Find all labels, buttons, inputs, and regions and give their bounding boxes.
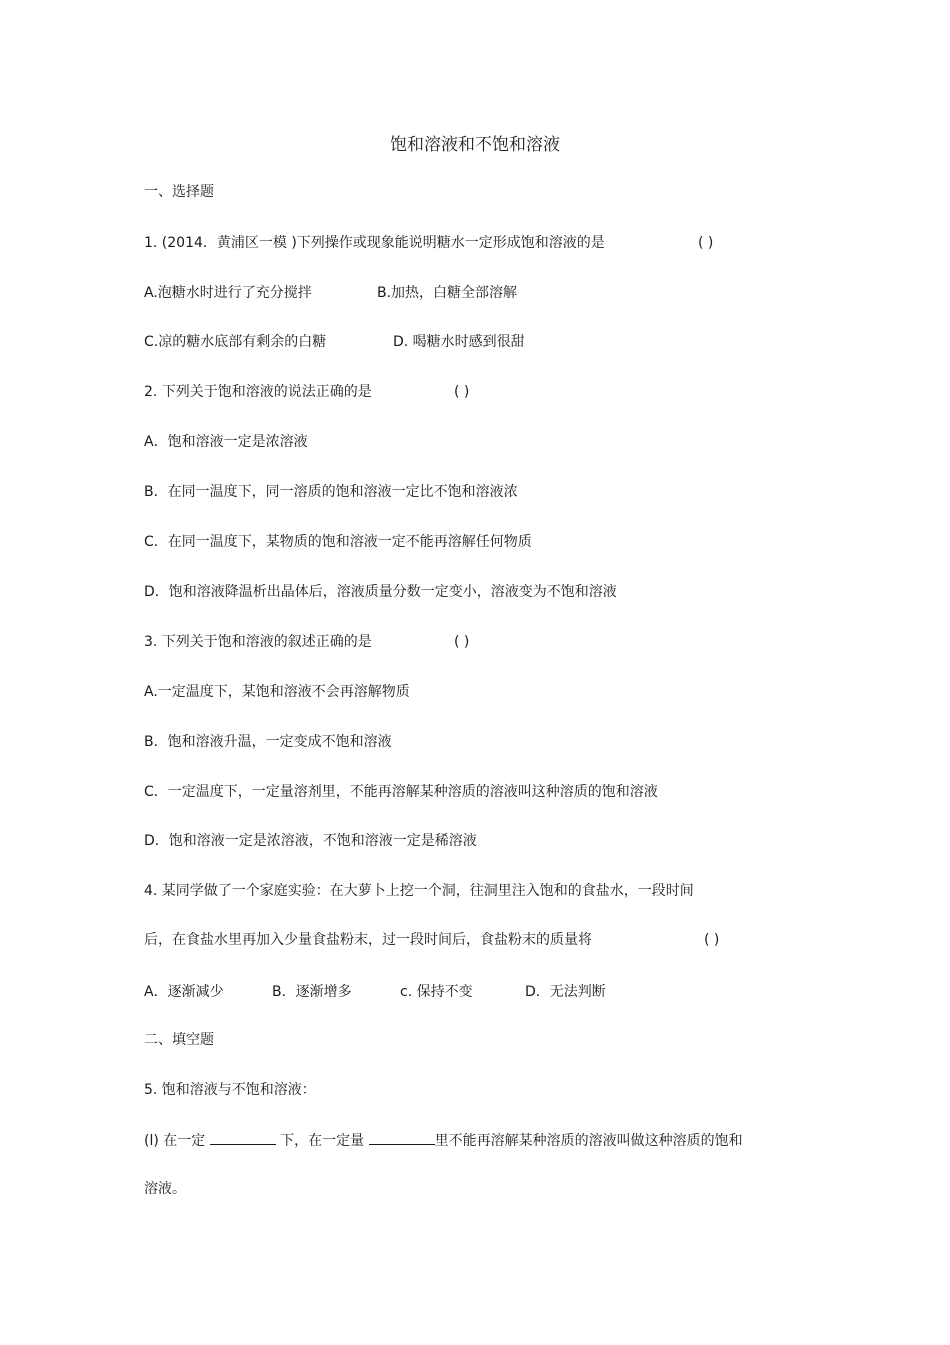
question-4-option-b: B．逐渐增多	[272, 984, 352, 1000]
question-5-part-1-text-b: 下，在一定量	[280, 1133, 369, 1149]
question-1-stem: 1. (2014．黄浦区一模 )下列操作或现象能说明糖水一定形成饱和溶液的是	[144, 235, 605, 251]
question-5-part-1-text-a: (l) 在一定	[144, 1133, 210, 1149]
fill-in-blank-solvent[interactable]	[369, 1130, 435, 1145]
page-title: 饱和溶液和不饱和溶液	[390, 135, 560, 155]
question-4-stem-line-2: 后，在食盐水里再加入少量食盐粉末，过一段时间后，食盐粉末的质量将	[144, 932, 592, 948]
section-heading-fill: 二、填空题	[144, 1032, 214, 1048]
question-1-answer-paren: ( )	[698, 235, 714, 251]
question-2-option-c: C．在同一温度下，某物质的饱和溶液一定不能再溶解任何物质	[144, 534, 532, 550]
question-4-answer-paren: ( )	[704, 932, 720, 948]
question-4-option-a: A．逐渐减少	[144, 984, 224, 1000]
question-1-option-a: A.泡糖水时进行了充分搅拌	[144, 285, 312, 301]
question-5-part-1-text-c: 里不能再溶解某种溶质的溶液叫做这种溶质的饱和	[434, 1133, 743, 1149]
question-1-option-b: B.加热，白糖全部溶解	[377, 285, 518, 301]
question-4-option-d: D．无法判断	[525, 984, 606, 1000]
question-3-stem: 3. 下列关于饱和溶液的叙述正确的是	[144, 634, 372, 650]
question-1-option-c: C.凉的糖水底部有剩余的白糖	[144, 334, 327, 350]
question-3-answer-paren: ( )	[454, 634, 470, 650]
question-3-option-d: D．饱和溶液一定是浓溶液，不饱和溶液一定是稀溶液	[144, 833, 477, 849]
question-4-option-c: c. 保持不变	[400, 984, 473, 1000]
question-1-option-d: D. 喝糖水时感到很甜	[393, 334, 525, 350]
question-2-option-a: A．饱和溶液一定是浓溶液	[144, 434, 308, 450]
fill-in-blank-temperature[interactable]	[210, 1130, 276, 1145]
question-2-answer-paren: ( )	[454, 384, 470, 400]
question-3-option-a: A.一定温度下，某饱和溶液不会再溶解物质	[144, 684, 410, 700]
section-heading-choice: 一、选择题	[144, 184, 214, 200]
question-3-option-c: C．一定温度下，一定量溶剂里，不能再溶解某种溶质的溶液叫这种溶质的饱和溶液	[144, 784, 658, 800]
question-2-option-b: B．在同一温度下，同一溶质的饱和溶液一定比不饱和溶液浓	[144, 484, 518, 500]
question-5-part-1-continuation: 溶液。	[144, 1181, 186, 1197]
question-2-option-d: D．饱和溶液降温析出晶体后，溶液质量分数一定变小，溶液变为不饱和溶液	[144, 584, 617, 600]
question-4-stem-line-1: 4. 某同学做了一个家庭实验：在大萝卜上挖一个洞，往洞里注入饱和的食盐水，一段时间	[144, 883, 694, 899]
question-2-stem: 2. 下列关于饱和溶液的说法正确的是	[144, 384, 372, 400]
question-3-option-b: B．饱和溶液升温，一定变成不饱和溶液	[144, 734, 392, 750]
question-5-stem: 5. 饱和溶液与不饱和溶液：	[144, 1082, 316, 1098]
question-5-part-1	[144, 1130, 743, 1151]
